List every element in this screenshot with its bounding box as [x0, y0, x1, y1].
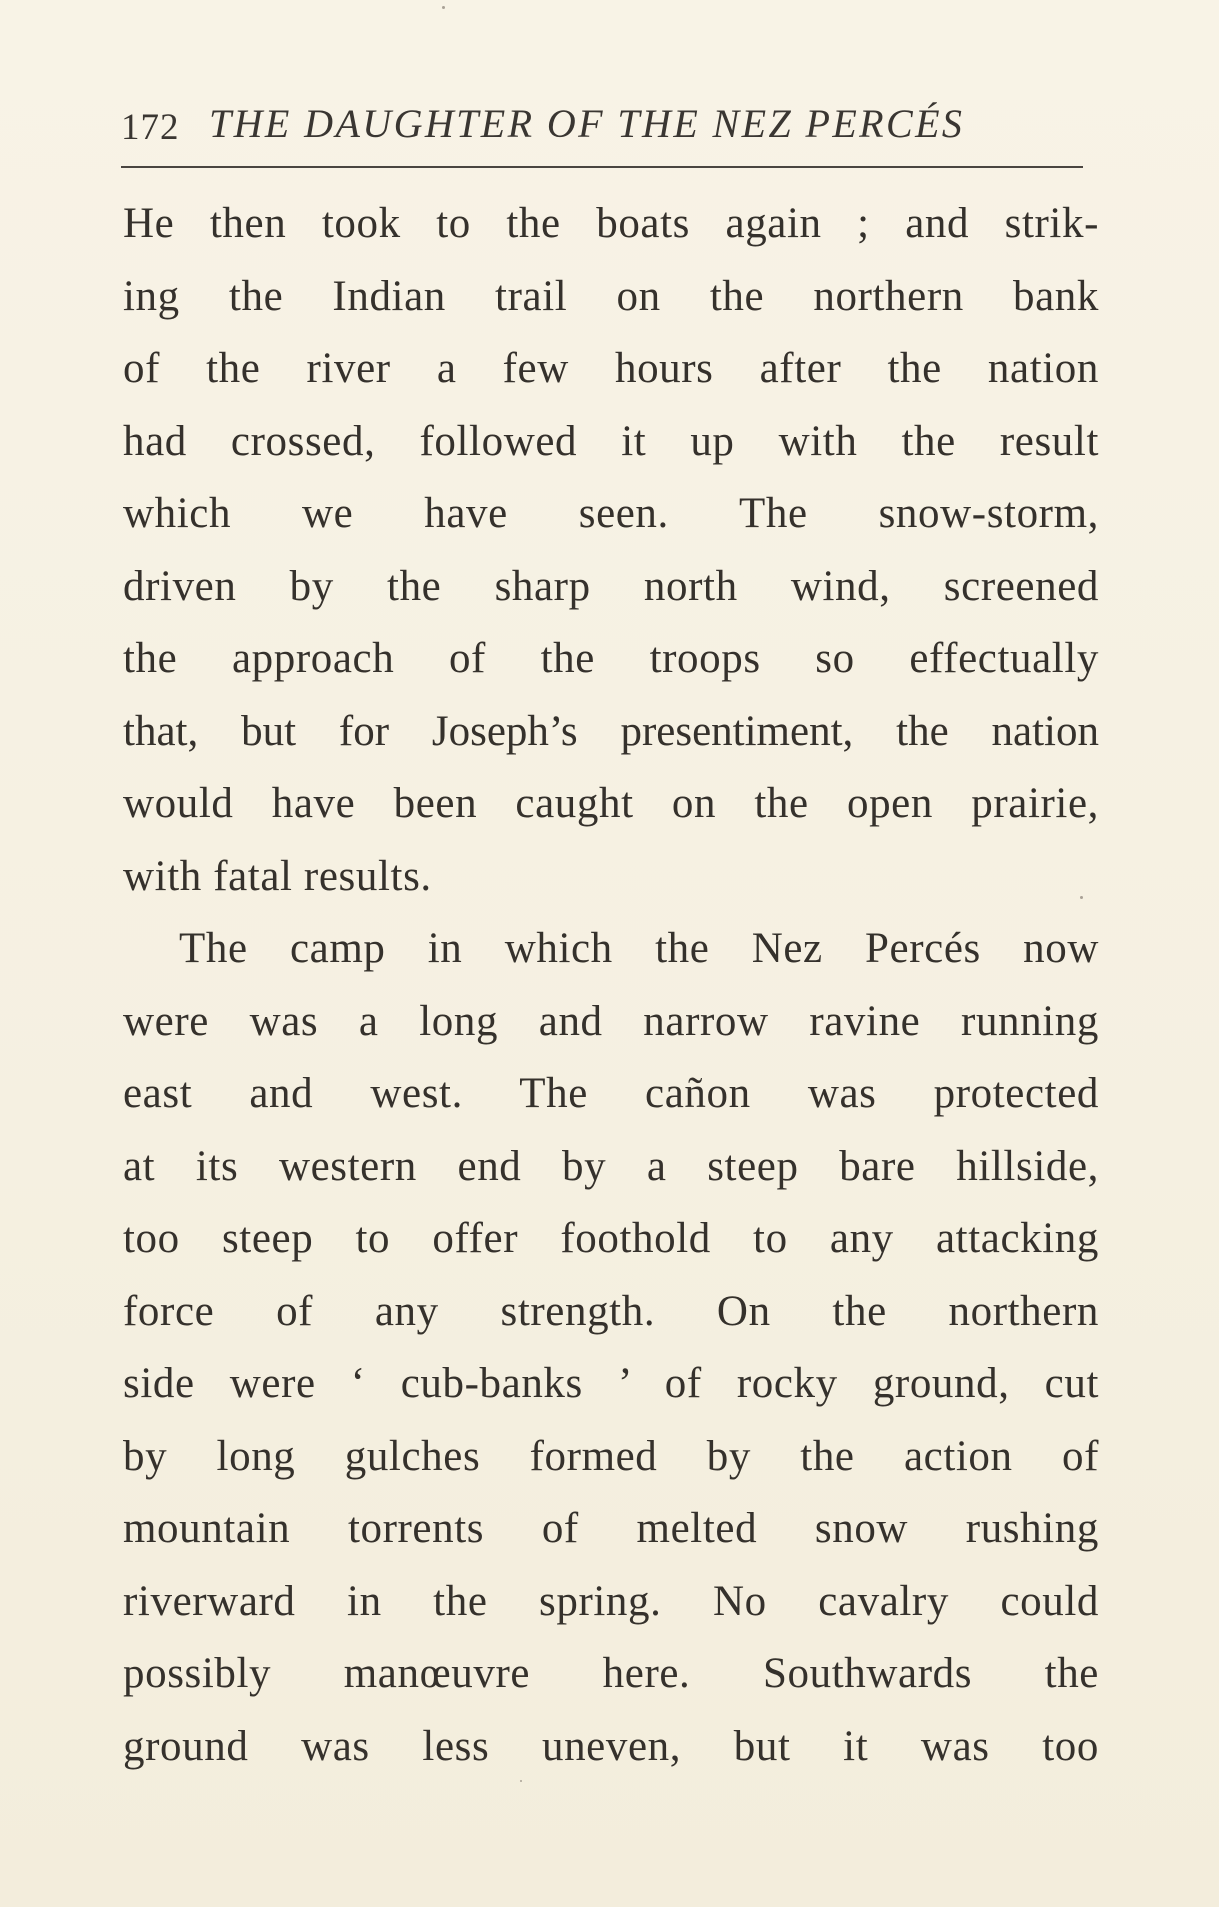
running-title: THE DAUGHTER OF THE NEZ PERCÉS — [209, 101, 965, 146]
text-line: which we have seen. The snow-storm, — [123, 490, 1099, 537]
header-rule — [121, 166, 1083, 168]
text-line: possibly manœuvre here. Southwards the — [123, 1650, 1099, 1697]
text-line: east and west. The cañon was protected — [123, 1070, 1099, 1117]
text-line: were was a long and narrow ravine running — [123, 997, 1099, 1045]
text-line: too steep to offer foothold to any attacking — [123, 1215, 1099, 1262]
text-line: that, but for Joseph’s presentiment, the nation — [123, 707, 1099, 755]
text-line: by long gulches formed by the action of — [123, 1432, 1099, 1480]
text-line: would have been caught on the open prairie, — [123, 780, 1099, 827]
text-line: at its western end by a steep bare hillside, — [123, 1142, 1099, 1190]
body-text — [123, 188, 1099, 1783]
text-line: with fatal results. — [123, 852, 432, 900]
text-line: the approach of the troops so effectually — [123, 635, 1099, 682]
text-line: had crossed, followed it up with the result — [123, 417, 1099, 465]
text-line-indented: The camp in which the Nez Percés now — [179, 925, 1099, 972]
page-number: 172 — [121, 107, 180, 148]
paper-speck — [520, 1780, 522, 1782]
text-line: side were ‘ cub-banks ’ of rocky ground, cut — [123, 1360, 1099, 1407]
text-line: He then took to the boats again ; and strik- — [123, 200, 1099, 247]
text-line: riverward in the spring. No cavalry could — [123, 1577, 1099, 1625]
text-line: ing the Indian trail on the northern bank — [123, 272, 1099, 320]
text-line: mountain torrents of melted snow rushing — [123, 1505, 1099, 1552]
text-line: driven by the sharp north wind, screened — [123, 562, 1099, 610]
text-line: ground was less uneven, but it was too — [123, 1722, 1099, 1770]
paper-speck — [1080, 896, 1083, 899]
page-header — [121, 98, 1081, 158]
paper-speck — [442, 6, 445, 9]
text-line: force of any strength. On the northern — [123, 1287, 1099, 1335]
text-line: of the river a few hours after the nation — [123, 345, 1099, 392]
